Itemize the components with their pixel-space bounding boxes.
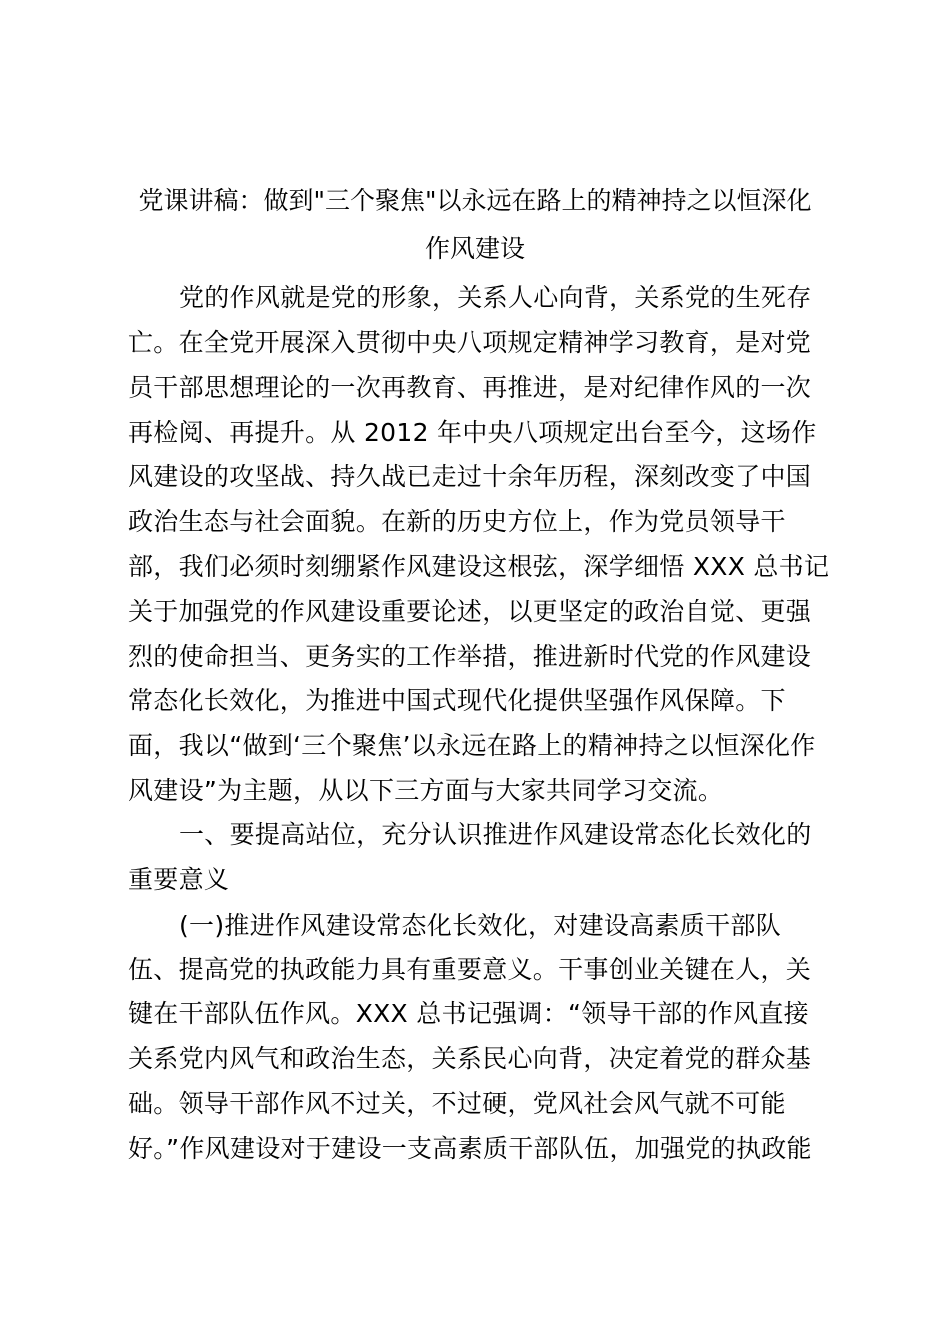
body-line: 好。”作风建设对于建设一支高素质干部队伍，加强党的执政能 — [128, 1134, 812, 1163]
body-line: 亡。在全党开展深入贯彻中央八项规定精神学习教育，是对党 — [128, 328, 812, 357]
body-line: 风建设”为主题，从以下三方面与大家共同学习交流。 — [128, 776, 724, 805]
body-line: 面，我以“做到‘三个聚焦’以永远在路上的精神持之以恒深化作 — [128, 731, 816, 760]
body-line: 政治生态与社会面貌。在新的历史方位上，作为党员领导干 — [128, 507, 786, 536]
body-line: 风建设的攻坚战、持久战已走过十余年历程，深刻改变了中国 — [128, 462, 812, 491]
body-line: 常态化长效化，为推进中国式现代化提供坚强作风保障。下 — [128, 686, 786, 715]
body-line: 键在干部队伍作风。XXX 总书记强调：“领导干部的作风直接 — [128, 999, 809, 1028]
body-line: 再检阅、再提升。从 2012 年中央八项规定出台至今，这场作 — [128, 418, 817, 447]
body-line: 部，我们必须时刻绷紧作风建设这根弦，深学细悟 XXX 总书记 — [128, 552, 830, 581]
body-line: 党的作风就是党的形象，关系人心向背，关系党的生死存 — [179, 283, 812, 312]
body-line: 伍、提高党的执政能力具有重要意义。干事创业关键在人，关 — [128, 955, 812, 984]
body-line: 员干部思想理论的一次再教育、再推进，是对纪律作风的一次 — [128, 373, 812, 402]
body-line: 烈的使命担当、更务实的工作举措，推进新时代党的作风建设 — [128, 642, 812, 671]
body-line: (一)推进作风建设常态化长效化，对建设高素质干部队 — [179, 911, 782, 940]
body-line: 关于加强党的作风建设重要论述，以更坚定的政治自觉、更强 — [128, 597, 812, 626]
section-heading-line: 重要意义 — [128, 865, 230, 894]
document-title-line-1: 党课讲稿：做到"三个聚焦"以永远在路上的精神持之以恒深化 — [138, 186, 812, 215]
section-heading-line: 一、要提高站位，充分认识推进作风建设常态化长效化的 — [179, 820, 812, 849]
body-line: 关系党内风气和政治生态，关系民心向背，决定着党的群众基 — [128, 1044, 812, 1073]
document-title-line-2: 作风建设 — [424, 234, 525, 263]
body-line: 础。领导干部作风不过关，不过硬，党风社会风气就不可能 — [128, 1089, 786, 1118]
